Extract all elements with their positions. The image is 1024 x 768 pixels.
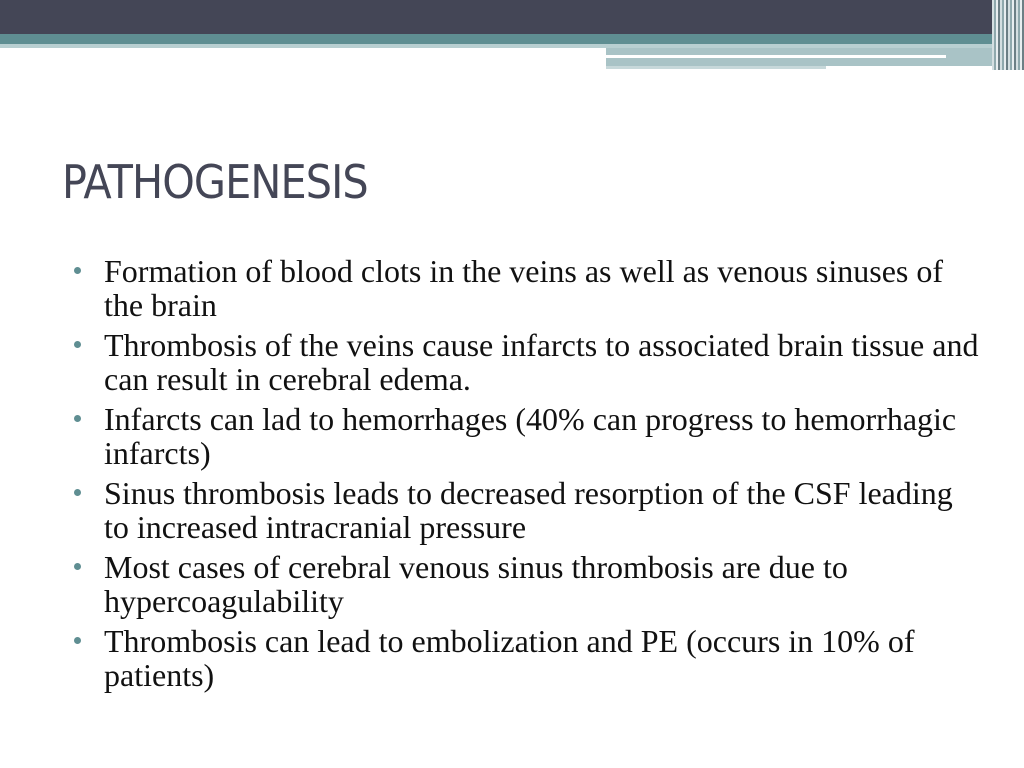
header-accent-line-lower [606,66,826,69]
header-stripes [992,0,1024,70]
header-band-teal [0,34,1024,44]
bullet-item [74,624,984,692]
bullet-text: Formation of blood clots in the veins as well as venous sinuses of the brain [104,253,944,323]
bullet-item [74,254,984,322]
bullet-text: Infarcts can lad to hemorrhages (40% can progress to hemorrhagic infarcts) [104,401,957,471]
bullet-dot-icon [74,267,81,274]
bullet-text: Sinus thrombosis leads to decreased resorption of the CSF leading to increased intracranial pressure [104,475,953,545]
bullet-item [74,402,984,470]
bullet-text: Thrombosis can lead to embolization and PE (occurs in 10% of patients) [104,623,915,693]
bullet-item [74,476,984,544]
bullet-text: Most cases of cerebral venous sinus thrombosis are due to hypercoagulability [104,549,848,619]
bullet-dot-icon [74,415,81,422]
slide-title: PATHOGENESIS [62,155,368,209]
bullet-text: Thrombosis of the veins cause infarcts to associated brain tissue and can result in cerebral edema. [104,327,979,397]
bullet-dot-icon [74,341,81,348]
bullet-dot-icon [74,637,81,644]
bullet-list [74,254,984,698]
bullet-dot-icon [74,563,81,570]
header-accent-line [606,55,946,58]
bullet-item [74,550,984,618]
bullet-item [74,328,984,396]
bullet-dot-icon [74,489,81,496]
header-band-dark [0,0,1024,34]
